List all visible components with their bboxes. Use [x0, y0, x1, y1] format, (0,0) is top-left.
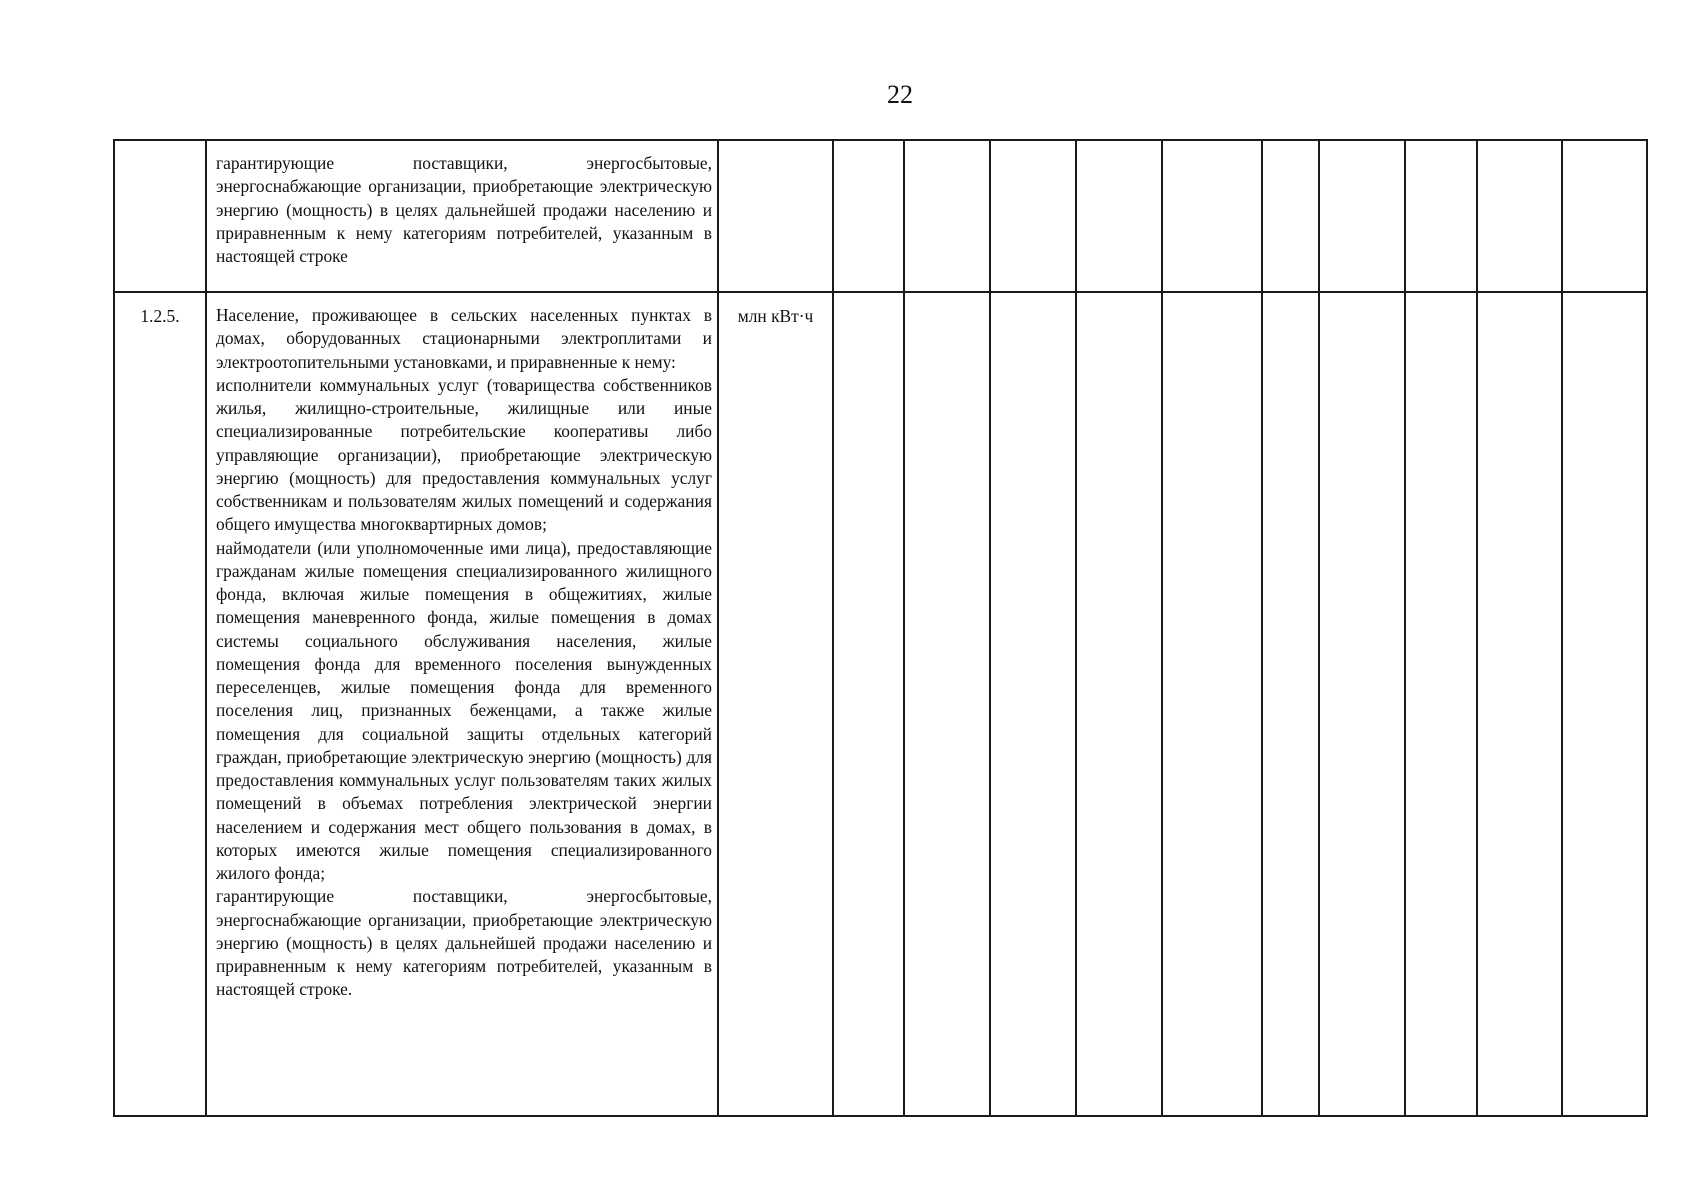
- description-paragraph: наймодатели (или уполномоченные ими лица), предоставляющие гражданам жилые помещения специализированного жилищного фонда, включая жилые помещения в общежитиях, жилые помещения маневренного фонда, жилые помещения в домах системы социального обслуживания населения, жилые помещения фонда для временного поселения вынужденных переселенцев, жилые помещения фонда для временного поселения лиц, признанных беженцами, а также жилые помещения для социальной защиты отдельных категорий граждан, приобретающие электрическую энергию (мощность) для предоставления коммунальных услуг пользователям таких жилых помещений в объемах потребления электрической энергии населением и содержания мест общего пользования в домах, в которых имеются жилые помещения специализированного жилого фонда;: [216, 537, 712, 883]
- value-cell: [1405, 292, 1477, 1116]
- value-cell: [1262, 292, 1319, 1116]
- value-cell: [833, 292, 904, 1116]
- description-paragraph: гарантирующие поставщики, энергосбытовые, энергоснабжающие организации, приобретающие электрическую энергию (мощность) в целях дальнейшей продажи населению и приравненным к нему категориям потребителей, указанным в настоящей строке.: [216, 886, 712, 1000]
- value-cell: [1076, 292, 1162, 1116]
- value-cell: [990, 140, 1076, 292]
- row-description-cell: [206, 292, 718, 1116]
- description-paragraph: Население, проживающее в сельских населенных пунктах в домах, оборудованных стационарными электроплитами и электроотопительными установками, и приравненные к нему:: [216, 305, 712, 372]
- value-cell: [1562, 140, 1647, 292]
- row-description-cell: [206, 140, 718, 292]
- value-cell: [1405, 140, 1477, 292]
- table-row: [114, 292, 1647, 1116]
- value-cell: [1162, 292, 1262, 1116]
- description-paragraph: исполнители коммунальных услуг (товарищества собственников жилья, жилищно-строительные, жилищные или иные специализированные потребительские кооперативы либо управляющие организации), приобретающие электрическую энергию (мощность) для предоставления коммунальных услуг собственникам и пользователям жилых помещений и содержания общего имущества многоквартирных домов;: [216, 374, 712, 535]
- value-cell: [1162, 140, 1262, 292]
- value-cell: [904, 140, 990, 292]
- description-paragraph: гарантирующие поставщики, энергосбытовые, энергоснабжающие организации, приобретающие электрическую энергию (мощность) в целях дальнейшей продажи населению и приравненным к нему категориям потребителей, указанным в настоящей строке: [216, 153, 712, 266]
- row-number-cell: 1.2.5.: [114, 292, 206, 1116]
- value-cell: [1262, 140, 1319, 292]
- unit-cell: [718, 140, 833, 292]
- page-number: 22: [887, 80, 913, 109]
- value-cell: [1076, 140, 1162, 292]
- value-cell: [833, 140, 904, 292]
- value-cell: [1319, 292, 1405, 1116]
- table-row: [114, 140, 1647, 292]
- value-cell: [904, 292, 990, 1116]
- value-cell: [1477, 292, 1562, 1116]
- value-cell: [1477, 140, 1562, 292]
- unit-cell: млн кВт·ч: [718, 292, 833, 1116]
- value-cell: [1562, 292, 1647, 1116]
- value-cell: [1319, 140, 1405, 292]
- tariff-table: [113, 139, 1648, 1117]
- value-cell: [990, 292, 1076, 1116]
- row-number-cell: [114, 140, 206, 292]
